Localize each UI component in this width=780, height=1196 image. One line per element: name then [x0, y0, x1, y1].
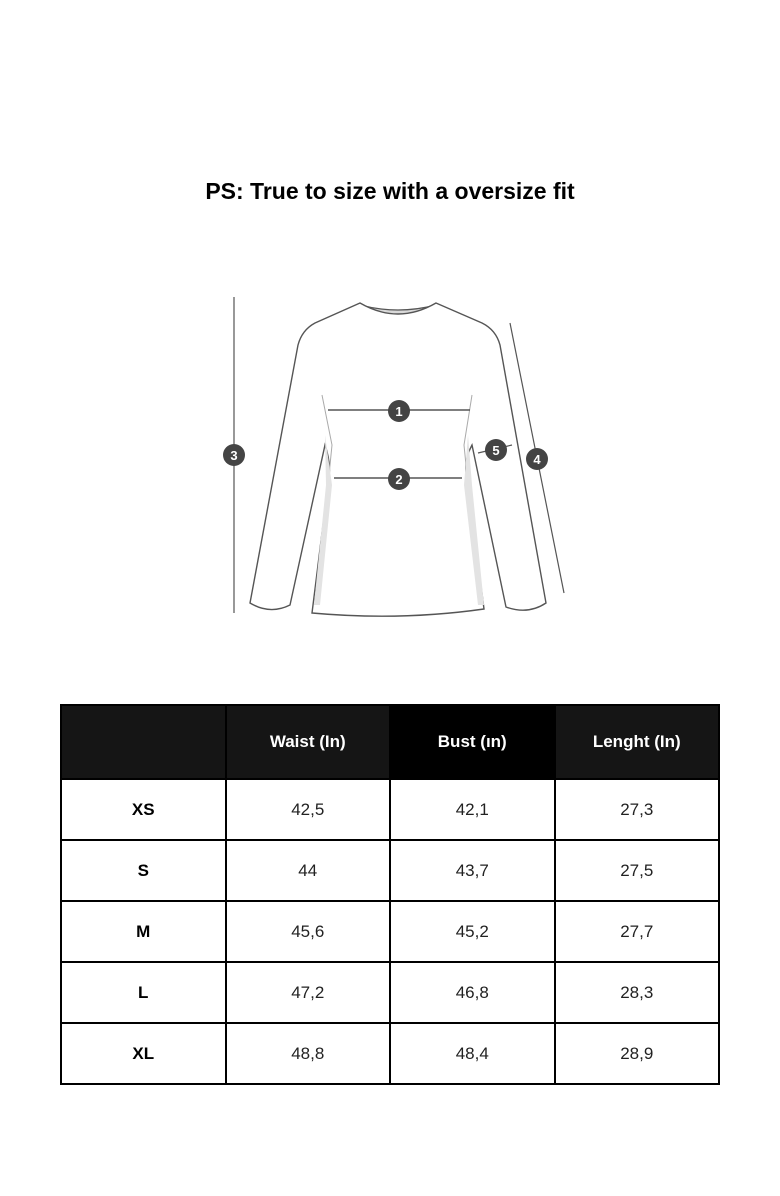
waist-cell: 47,2: [226, 962, 391, 1023]
marker-5: [485, 439, 507, 461]
marker-1: [388, 400, 410, 422]
svg-text:4: 4: [533, 452, 541, 467]
table-row: [61, 901, 719, 962]
length-cell: 27,3: [555, 779, 720, 840]
table-row: [61, 962, 719, 1023]
bust-cell: 48,4: [390, 1023, 555, 1084]
bust-cell: 46,8: [390, 962, 555, 1023]
waist-cell: 44: [226, 840, 391, 901]
garment-outline: [250, 303, 546, 616]
header-size: [61, 705, 226, 779]
bust-cell: 43,7: [390, 840, 555, 901]
length-cell: 28,3: [555, 962, 720, 1023]
garment-measurement-diagram: [210, 285, 580, 630]
size-cell: XL: [61, 1023, 226, 1084]
marker-2: [388, 468, 410, 490]
header-length: Lenght (In): [555, 705, 720, 779]
marker-4: [526, 448, 548, 470]
svg-text:1: 1: [395, 404, 403, 419]
size-cell: XS: [61, 779, 226, 840]
header-waist: Waist (In): [226, 705, 391, 779]
length-cell: 27,5: [555, 840, 720, 901]
waist-cell: 45,6: [226, 901, 391, 962]
size-cell: S: [61, 840, 226, 901]
table-row: [61, 779, 719, 840]
length-cell: 27,7: [555, 901, 720, 962]
bust-cell: 45,2: [390, 901, 555, 962]
size-cell: M: [61, 901, 226, 962]
bust-cell: 42,1: [390, 779, 555, 840]
table-row: [61, 1023, 719, 1084]
length-cell: 28,9: [555, 1023, 720, 1084]
size-chart-table: [60, 704, 720, 1085]
table-row: [61, 840, 719, 901]
svg-text:2: 2: [395, 472, 403, 487]
svg-text:5: 5: [492, 443, 500, 458]
waist-cell: 42,5: [226, 779, 391, 840]
marker-3: [223, 444, 245, 466]
page-title: PS: True to size with a oversize fit: [205, 178, 575, 204]
size-cell: L: [61, 962, 226, 1023]
svg-text:3: 3: [230, 448, 238, 463]
header-bust: Bust (ın): [390, 705, 555, 779]
waist-cell: 48,8: [226, 1023, 391, 1084]
table-header-row: [61, 705, 719, 779]
